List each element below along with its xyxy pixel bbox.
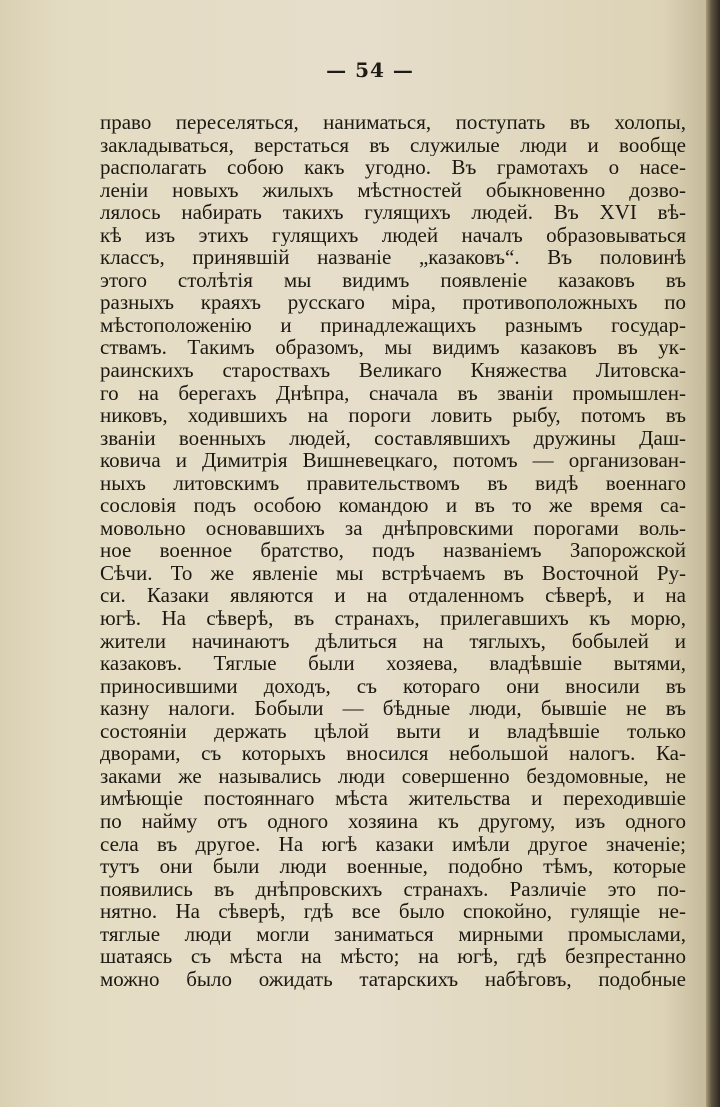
text-line: этого столѣтія мы видимъ появленіе казаковъ въ (100, 268, 686, 292)
book-spine-shadow (706, 0, 720, 1107)
text-line: ное военное братство, подъ названіемъ Запорожской (100, 539, 686, 562)
text-line: классъ, принявшій названіе „казаковъ“. Въ половинѣ (100, 246, 686, 269)
text-line: тутъ они были люди военные, подобно тѣмъ, которые (100, 855, 686, 878)
text-line: по найму отъ одного хозяина къ другому, изъ одного (100, 809, 686, 833)
text-line: леніи новыхъ жилыхъ мѣстностей обыкновенно дозво- (100, 178, 686, 202)
text-line: кѣ изъ этихъ гулящихъ людей началъ образовываться (100, 223, 686, 247)
text-line: ствамъ. Такимъ образомъ, мы видимъ казаковъ въ ук- (100, 336, 686, 360)
text-line: мовольно основавшихъ за днѣпровскими порогами воль- (100, 516, 686, 540)
text-line: можно было ожидать татарскихъ набѣговъ, подобные (100, 967, 686, 991)
text-line: право переселяться, наниматься, поступать въ холопы, (100, 111, 686, 134)
text-line: появились въ днѣпровскихъ странахъ. Различіе это по- (100, 877, 686, 901)
text-line: закладываться, верстаться въ служилые люди и вообще (100, 133, 686, 157)
text-line: раинскихъ староствахъ Великаго Княжества Литовска- (100, 359, 686, 382)
text-line: сословія подъ особою командою и въ то же время са- (100, 494, 686, 517)
text-line: Сѣчи. То же явленіе мы встрѣчаемъ въ Восточной Ру- (100, 561, 686, 585)
text-line: шатаясь съ мѣста на мѣсто; на югѣ, гдѣ безпрестанно (100, 945, 686, 968)
text-line: си. Казаки являются и на отдаленномъ сѣверѣ, и на (100, 584, 686, 608)
text-line: лялось набирать такихъ гулящихъ людей. Въ XVI вѣ- (100, 201, 686, 224)
text-line: имѣющіе постояннаго мѣста жительства и переходившіе (100, 787, 686, 810)
text-line: располагать собою какъ угодно. Въ грамотахъ о насе- (100, 156, 686, 179)
text-line: тяглые люди могли заниматься мирными промыслами, (100, 922, 686, 946)
text-line: приносившими доходъ, съ котораго они вносили въ (100, 674, 686, 698)
text-line: состояніи держать цѣлой выти и владѣвшіе только (100, 719, 686, 743)
text-line: никовъ, ходившихъ на пороги ловить рыбу, потомъ въ (100, 404, 686, 427)
text-line: села въ другое. На югѣ казаки имѣли другое значеніе; (100, 832, 686, 856)
text-line: ковича и Димитрія Вишневецкаго, потомъ — организован- (100, 449, 686, 472)
text-line: заками же назывались люди совершенно бездомовные, не (100, 764, 686, 788)
text-line: званіи военныхъ людей, составлявшихъ дружины Даш- (100, 426, 686, 450)
text-line: жители начинаютъ дѣлиться на тяглыхъ, бобылей и (100, 629, 686, 653)
text-line: югѣ. На сѣверѣ, въ странахъ, прилегавшихъ къ морю, (100, 607, 686, 630)
text-line: мѣстоположенію и принадлежащихъ разнымъ государ- (100, 313, 686, 337)
text-line: ныхъ литовскимъ правительствомъ въ видѣ военнаго (100, 471, 686, 495)
text-line: нятно. На сѣверѣ, гдѣ все было спокойно, гулящіе не- (100, 900, 686, 923)
text-line: разныхъ краяхъ русскаго міра, противоположныхъ по (100, 291, 686, 314)
text-line: казну налоги. Бобыли — бѣдные люди, бывшіе не въ (100, 697, 686, 720)
body-text (100, 111, 686, 990)
text-line: дворами, съ которыхъ вносился небольшой налогъ. Ка- (100, 742, 686, 765)
text-line: го на берегахъ Днѣпра, сначала въ званіи промышлен- (100, 381, 686, 405)
text-line: казаковъ. Тяглые были хозяева, владѣвшіе вытями, (100, 652, 686, 675)
page-number: — 54 — (326, 58, 414, 82)
